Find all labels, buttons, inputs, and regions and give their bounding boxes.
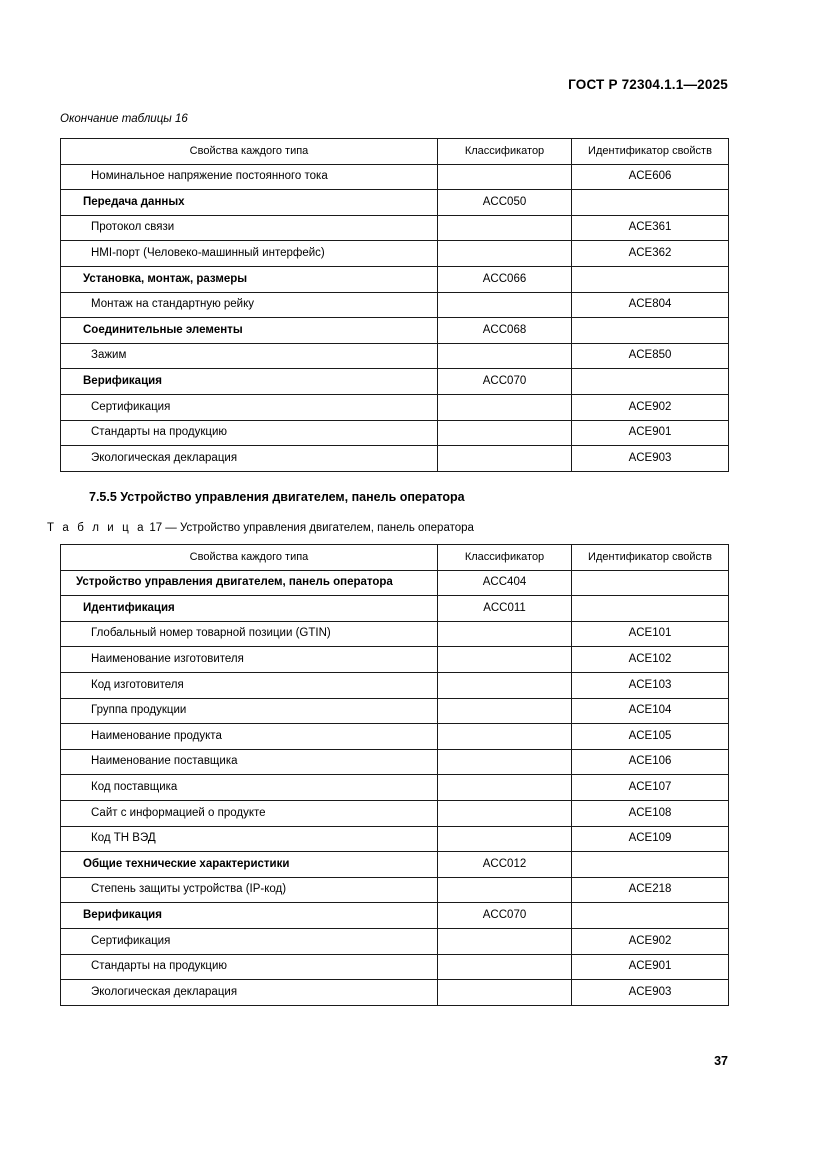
property-name-cell: [61, 570, 438, 596]
table-row: [61, 190, 729, 216]
classifier-cell: [438, 877, 572, 903]
table-row: [61, 698, 729, 724]
table-row: [61, 928, 729, 954]
property-name-cell: [61, 621, 438, 647]
table-17: [60, 544, 729, 1006]
property-name-cell: [61, 318, 438, 344]
property-name-cell: [61, 852, 438, 878]
property-name-label: Общие технические характеристики: [83, 857, 290, 870]
property-name-cell: [61, 903, 438, 929]
property-name-label: Монтаж на стандартную рейку: [91, 298, 255, 311]
property-name-cell: [61, 980, 438, 1006]
property-name-label: Протокол связи: [91, 221, 175, 234]
property-name-label: Экологическая декларация: [91, 985, 238, 998]
property-name-cell: [61, 724, 438, 750]
property-name-label: Сертификация: [91, 400, 171, 413]
classifier-cell: [438, 980, 572, 1006]
classifier-cell: [438, 826, 572, 852]
property-name-label: Сайт с информацией о продукте: [91, 806, 266, 819]
table-row: [61, 800, 729, 826]
property-name-label: Степень защиты устройства (IP-код): [91, 883, 287, 896]
classifier-cell: ACC068: [438, 318, 572, 344]
property-name-cell: [61, 954, 438, 980]
table-header-row: [61, 139, 729, 165]
property-id-cell: ACE107: [572, 775, 729, 801]
column-header-label: Свойства каждого типа: [189, 144, 309, 157]
property-id-cell: ACE362: [572, 241, 729, 267]
property-id-cell: ACE901: [572, 954, 729, 980]
classifier-cell: [438, 343, 572, 369]
property-name-cell: [61, 190, 438, 216]
property-id-cell: [572, 266, 729, 292]
classifier-cell: ACC012: [438, 852, 572, 878]
property-name-cell: [61, 394, 438, 420]
property-id-cell: ACE902: [572, 928, 729, 954]
table-row: [61, 570, 729, 596]
property-name-label: Экологическая декларация: [91, 451, 238, 464]
property-id-cell: [572, 570, 729, 596]
table-row: [61, 343, 729, 369]
table-row: [61, 596, 729, 622]
table-row: [61, 164, 729, 190]
table-row: [61, 852, 729, 878]
classifier-cell: [438, 621, 572, 647]
column-header-classifier: [438, 545, 572, 571]
property-name-cell: [61, 164, 438, 190]
property-id-cell: ACE105: [572, 724, 729, 750]
property-id-cell: ACE218: [572, 877, 729, 903]
table-row: [61, 775, 729, 801]
property-id-cell: [572, 903, 729, 929]
column-header-property-id: [572, 545, 729, 571]
classifier-cell: [438, 724, 572, 750]
property-name-cell: [61, 928, 438, 954]
table-row: [61, 647, 729, 673]
property-name-cell: [61, 446, 438, 472]
column-header-property-id: [572, 139, 729, 165]
table-row: [61, 672, 729, 698]
column-header-property: [61, 545, 438, 571]
property-id-cell: [572, 190, 729, 216]
column-header-property: [61, 139, 438, 165]
table-row: [61, 749, 729, 775]
classifier-cell: ACC404: [438, 570, 572, 596]
property-name-label: Зажим: [91, 349, 127, 362]
property-name-cell: [61, 698, 438, 724]
classifier-cell: [438, 241, 572, 267]
property-id-cell: [572, 318, 729, 344]
property-name-label: Наименование продукта: [91, 729, 222, 742]
property-name-label: Глобальный номер товарной позиции (GTIN): [91, 627, 331, 640]
classifier-cell: ACC070: [438, 903, 572, 929]
classifier-cell: [438, 647, 572, 673]
column-header-label: Классификатор: [464, 550, 545, 563]
classifier-cell: [438, 446, 572, 472]
column-header-classifier: [438, 139, 572, 165]
classifier-cell: [438, 800, 572, 826]
property-name-label: Передача данных: [83, 195, 185, 208]
classifier-cell: [438, 775, 572, 801]
classifier-cell: ACC066: [438, 266, 572, 292]
property-id-cell: ACE903: [572, 446, 729, 472]
table-row: [61, 215, 729, 241]
classifier-cell: [438, 954, 572, 980]
property-name-label: Идентификация: [83, 601, 175, 614]
classifier-cell: [438, 292, 572, 318]
table16-body: [61, 139, 729, 472]
property-id-cell: ACE903: [572, 980, 729, 1006]
table-row: [61, 903, 729, 929]
property-name-cell: [61, 877, 438, 903]
table-row: [61, 266, 729, 292]
table17-caption-rest: 17 — Устройство управления двигателем, панель оператора: [149, 522, 474, 534]
property-name-cell: [61, 420, 438, 446]
table-row: [61, 369, 729, 395]
property-id-cell: ACE804: [572, 292, 729, 318]
table-row: [61, 980, 729, 1006]
property-id-cell: ACE109: [572, 826, 729, 852]
property-name-cell: [61, 241, 438, 267]
property-id-cell: ACE102: [572, 647, 729, 673]
property-name-label: Соединительные элементы: [83, 323, 243, 336]
classifier-cell: [438, 672, 572, 698]
table-row: [61, 724, 729, 750]
property-name-cell: [61, 647, 438, 673]
table-row: [61, 954, 729, 980]
property-name-cell: [61, 266, 438, 292]
property-name-label: Сертификация: [91, 934, 171, 947]
property-name-label: Код ТН ВЭД: [91, 832, 156, 845]
property-id-cell: ACE361: [572, 215, 729, 241]
section-heading-7-5-5: 7.5.5 Устройство управления двигателем, панель оператора: [89, 490, 465, 504]
table-header-row: [61, 545, 729, 571]
column-header-label: Свойства каждого типа: [189, 550, 309, 563]
property-name-label: Номинальное напряжение постоянного тока: [91, 170, 328, 183]
property-name-label: Код изготовителя: [91, 678, 184, 691]
property-name-label: Наименование поставщика: [91, 755, 238, 768]
table-row: [61, 394, 729, 420]
property-name-cell: [61, 596, 438, 622]
property-name-cell: [61, 775, 438, 801]
property-id-cell: ACE104: [572, 698, 729, 724]
document-standard-header: ГОСТ Р 72304.1.1—2025: [568, 77, 728, 92]
property-name-cell: [61, 749, 438, 775]
property-name-label: Группа продукции: [91, 704, 187, 717]
column-header-label: Классификатор: [464, 144, 545, 157]
property-name-cell: [61, 800, 438, 826]
table-16: [60, 138, 729, 472]
classifier-cell: [438, 420, 572, 446]
property-id-cell: ACE108: [572, 800, 729, 826]
classifier-cell: [438, 749, 572, 775]
property-id-cell: ACE103: [572, 672, 729, 698]
property-name-label: Установка, монтаж, размеры: [83, 272, 248, 285]
property-id-cell: ACE101: [572, 621, 729, 647]
property-id-cell: ACE902: [572, 394, 729, 420]
property-id-cell: ACE106: [572, 749, 729, 775]
table17-body: [61, 545, 729, 1006]
property-id-cell: [572, 596, 729, 622]
classifier-cell: [438, 394, 572, 420]
property-name-label: Устройство управления двигателем, панель оператора: [76, 576, 393, 589]
table-row: [61, 621, 729, 647]
property-name-cell: [61, 369, 438, 395]
property-name-cell: [61, 343, 438, 369]
table-row: [61, 318, 729, 344]
property-name-cell: [61, 672, 438, 698]
table-row: [61, 826, 729, 852]
classifier-cell: [438, 928, 572, 954]
property-id-cell: [572, 369, 729, 395]
property-id-cell: [572, 852, 729, 878]
page-number: 37: [714, 1054, 728, 1068]
classifier-cell: ACC050: [438, 190, 572, 216]
table-row: [61, 420, 729, 446]
property-name-label: Верификация: [83, 375, 162, 388]
property-name-cell: [61, 292, 438, 318]
table-row: [61, 241, 729, 267]
table17-caption-word: Т а б л и ц а: [47, 522, 147, 534]
property-id-cell: ACE850: [572, 343, 729, 369]
classifier-cell: ACC070: [438, 369, 572, 395]
property-name-label: Стандарты на продукцию: [91, 960, 228, 973]
table-row: [61, 446, 729, 472]
property-name-label: Стандарты на продукцию: [91, 426, 228, 439]
column-header-label: Идентификатор свойств: [588, 144, 712, 157]
property-name-label: Верификация: [83, 909, 162, 921]
property-name-label: HMI-порт (Человеко-машинный интерфейс): [91, 247, 325, 260]
property-name-cell: [61, 215, 438, 241]
property-name-label: Код поставщика: [91, 781, 178, 794]
column-header-label: Идентификатор свойств: [588, 550, 712, 563]
classifier-cell: [438, 698, 572, 724]
property-id-cell: ACE901: [572, 420, 729, 446]
table16-continuation-caption: Окончание таблицы 16: [60, 113, 188, 125]
classifier-cell: [438, 215, 572, 241]
property-name-label: Наименование изготовителя: [91, 653, 244, 666]
table-row: [61, 292, 729, 318]
classifier-cell: [438, 164, 572, 190]
table17-caption: [47, 522, 474, 534]
table-row: [61, 877, 729, 903]
classifier-cell: ACC011: [438, 596, 572, 622]
property-id-cell: ACE606: [572, 164, 729, 190]
property-name-cell: [61, 826, 438, 852]
